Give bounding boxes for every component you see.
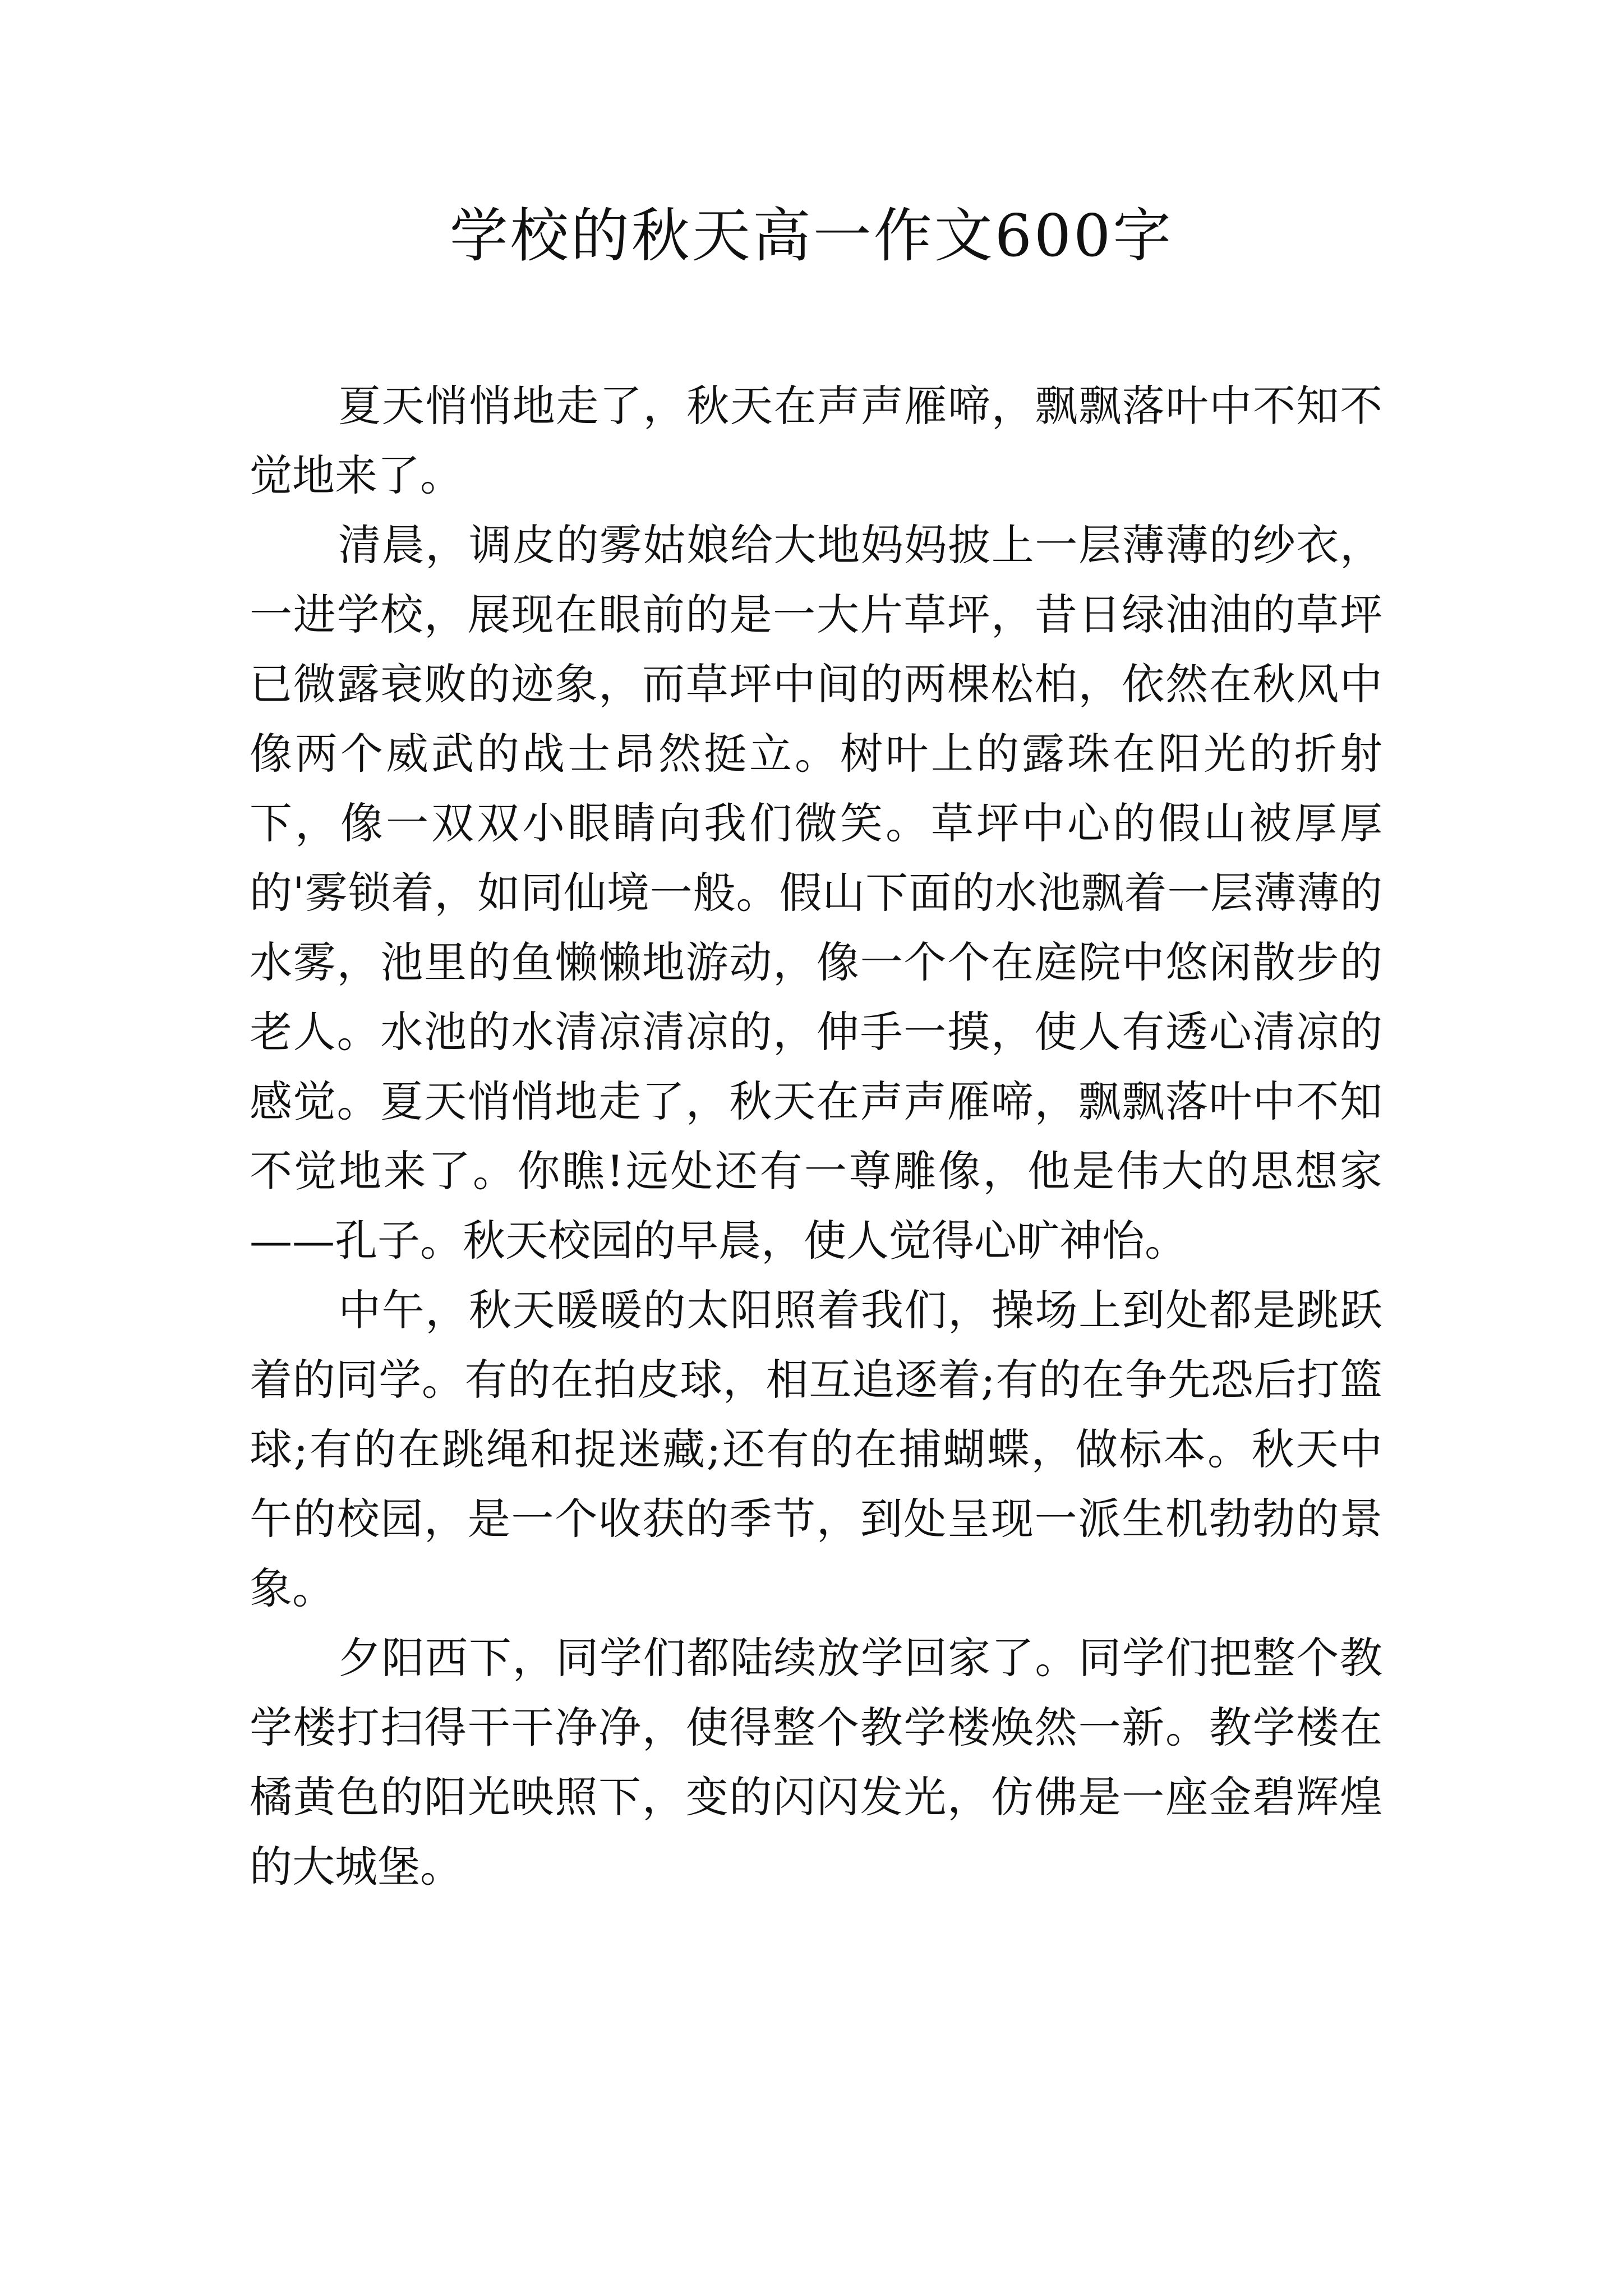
paragraph-2: 清晨，调皮的雾姑娘给大地妈妈披上一层薄薄的纱衣，一进学校，展现在眼前的是一大片草坪，昔日绿油油的草坪已微露衰败的迹象，而草坪中间的两棵松柏，依然在秋风中像两个威武的战士昂然挺立。树叶上的露珠在阳光的折射下，像一双双小眼睛向我们微笑。草坪中心的假山被厚厚的'雾锁着，如同仙境一般。假山下面的水池飘着一层薄薄的水雾，池里的鱼懒懒地游动，像一个个在庭院中悠闲散步的老人。水池的水清凉清凉的，伸手一摸，使人有透心清凉的感觉。夏天悄悄地走了，秋天在声声雁啼，飘飘落叶中不知不觉地来了。你瞧!远处还有一尊雕像，他是伟大的思想家——孔子。秋天校园的早晨，使人觉得心旷神怡。 (250, 520, 1382, 1266)
paragraph-3: 中午，秋天暖暖的太阳照着我们，操场上到处都是跳跃着的同学。有的在拍皮球，相互追逐着;有的在争先恐后打篮球;有的在跳绳和捉迷藏;还有的在捕蝴蝶，做标本。秋天中午的校园，是一个收获的季节，到处呈现一派生机勃勃的景象。 (250, 1285, 1382, 1613)
document-body (250, 371, 1382, 1902)
document-title: 学校的秋天高一作文600字 (449, 201, 1174, 270)
paragraph-4: 夕阳西下，同学们都陆续放学回家了。同学们把整个教学楼打扫得干干净净，使得整个教学楼焕然一新。教学楼在橘黄色的阳光映照下，变的闪闪发光，仿佛是一座金碧辉煌的大城堡。 (250, 1633, 1382, 1892)
paragraph-1: 夏天悄悄地走了，秋天在声声雁啼，飘飘落叶中不知不觉地来了。 (250, 381, 1382, 500)
